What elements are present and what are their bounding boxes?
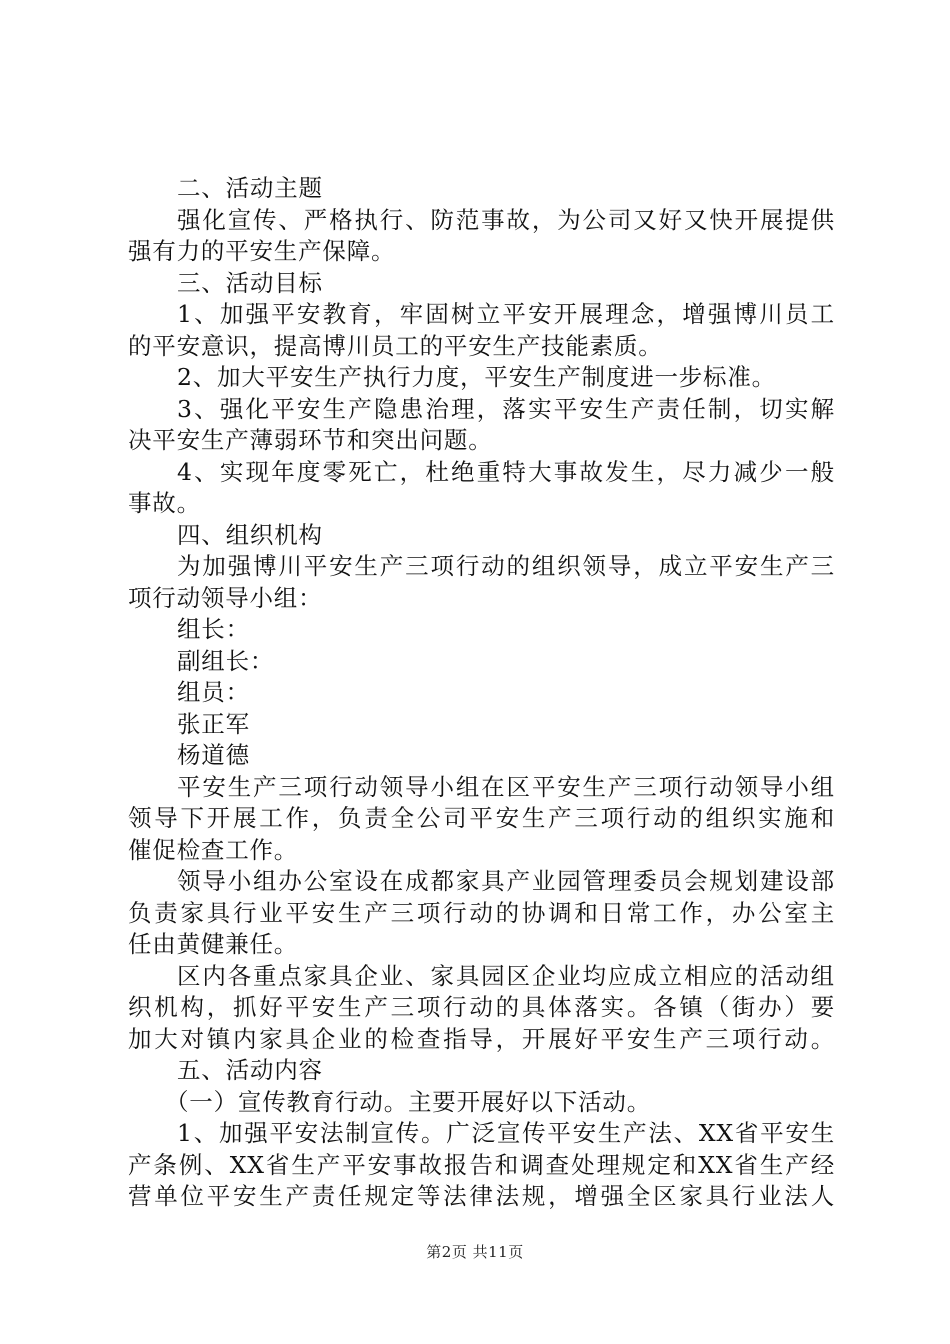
paragraph-line: 产条例、XX省生产平安事故报告和调查处理规定和XX省生产经 <box>128 1150 835 1179</box>
paragraph-line: 为加强博川平安生产三项行动的组织领导，成立平安生产三 <box>177 552 835 580</box>
paragraph-line: 项行动领导小组： <box>128 583 323 612</box>
member-name: 杨道德 <box>177 741 250 769</box>
paragraph-line: 强化宣传、严格执行、防范事故，为公司又好又快开展提供 <box>177 205 835 234</box>
section-heading-content: 五、活动内容 <box>177 1056 323 1084</box>
paragraph-line: 加大对镇内家具企业的检查指导，开展好平安生产三项行动。 <box>128 1024 835 1053</box>
section-heading-theme: 二、活动主题 <box>177 174 323 202</box>
role-label-leader: 组长： <box>177 615 250 643</box>
paragraph-line: 织机构，抓好平安生产三项行动的具体落实。各镇（街办）要 <box>128 993 835 1021</box>
paragraph-line: 领导下开展工作，负责全公司平安生产三项行动的组织实施和 <box>128 804 835 832</box>
role-label-members: 组员： <box>177 678 250 706</box>
paragraph-line: 事故。 <box>128 489 201 517</box>
paragraph-line: 催促检查工作。 <box>128 835 299 864</box>
subsection-heading: （一）宣传教育行动。主要开展好以下活动。 <box>165 1087 651 1116</box>
paragraph-line: 平安生产三项行动领导小组在区平安生产三项行动领导小组 <box>177 772 835 801</box>
paragraph-line: 区内各重点家具企业、家具园区企业均应成立相应的活动组 <box>177 961 835 990</box>
paragraph-line: 营单位平安生产责任规定等法律法规，增强全区家具行业法人 <box>128 1182 835 1210</box>
paragraph-line: 任由黄健兼任。 <box>128 930 299 958</box>
paragraph-line: 1、加强平安法制宣传。广泛宣传平安生产法、XX省平安生 <box>177 1119 835 1147</box>
document-body <box>128 173 835 1213</box>
paragraph-line: 的平安意识，提高博川员工的平安生产技能素质。 <box>128 331 663 360</box>
paragraph-line: 4、实现年度零死亡，杜绝重特大事故发生，尽力减少一般 <box>177 457 835 486</box>
section-heading-organization: 四、组织机构 <box>177 520 323 549</box>
paragraph-line: 强有力的平安生产保障。 <box>128 237 396 265</box>
paragraph-line: 2、加大平安生产执行力度，平安生产制度进一步标准。 <box>177 363 776 391</box>
paragraph-line: 负责家具行业平安生产三项行动的协调和日常工作，办公室主 <box>128 898 835 927</box>
member-name: 张正军 <box>177 709 250 738</box>
paragraph-line: 决平安生产薄弱环节和突出问题。 <box>128 426 493 454</box>
paragraph-line: 3、强化平安生产隐患治理，落实平安生产责任制，切实解 <box>177 394 835 423</box>
role-label-deputy-leader: 副组长： <box>177 646 275 675</box>
paragraph-line: 领导小组办公室设在成都家具产业园管理委员会规划建设部 <box>177 867 835 895</box>
page-number-footer: 第2页 共11页 <box>426 1243 524 1261</box>
section-heading-goals: 三、活动目标 <box>177 268 323 297</box>
paragraph-line: 1、加强平安教育，牢固树立平安开展理念，增强博川员工 <box>177 300 835 328</box>
